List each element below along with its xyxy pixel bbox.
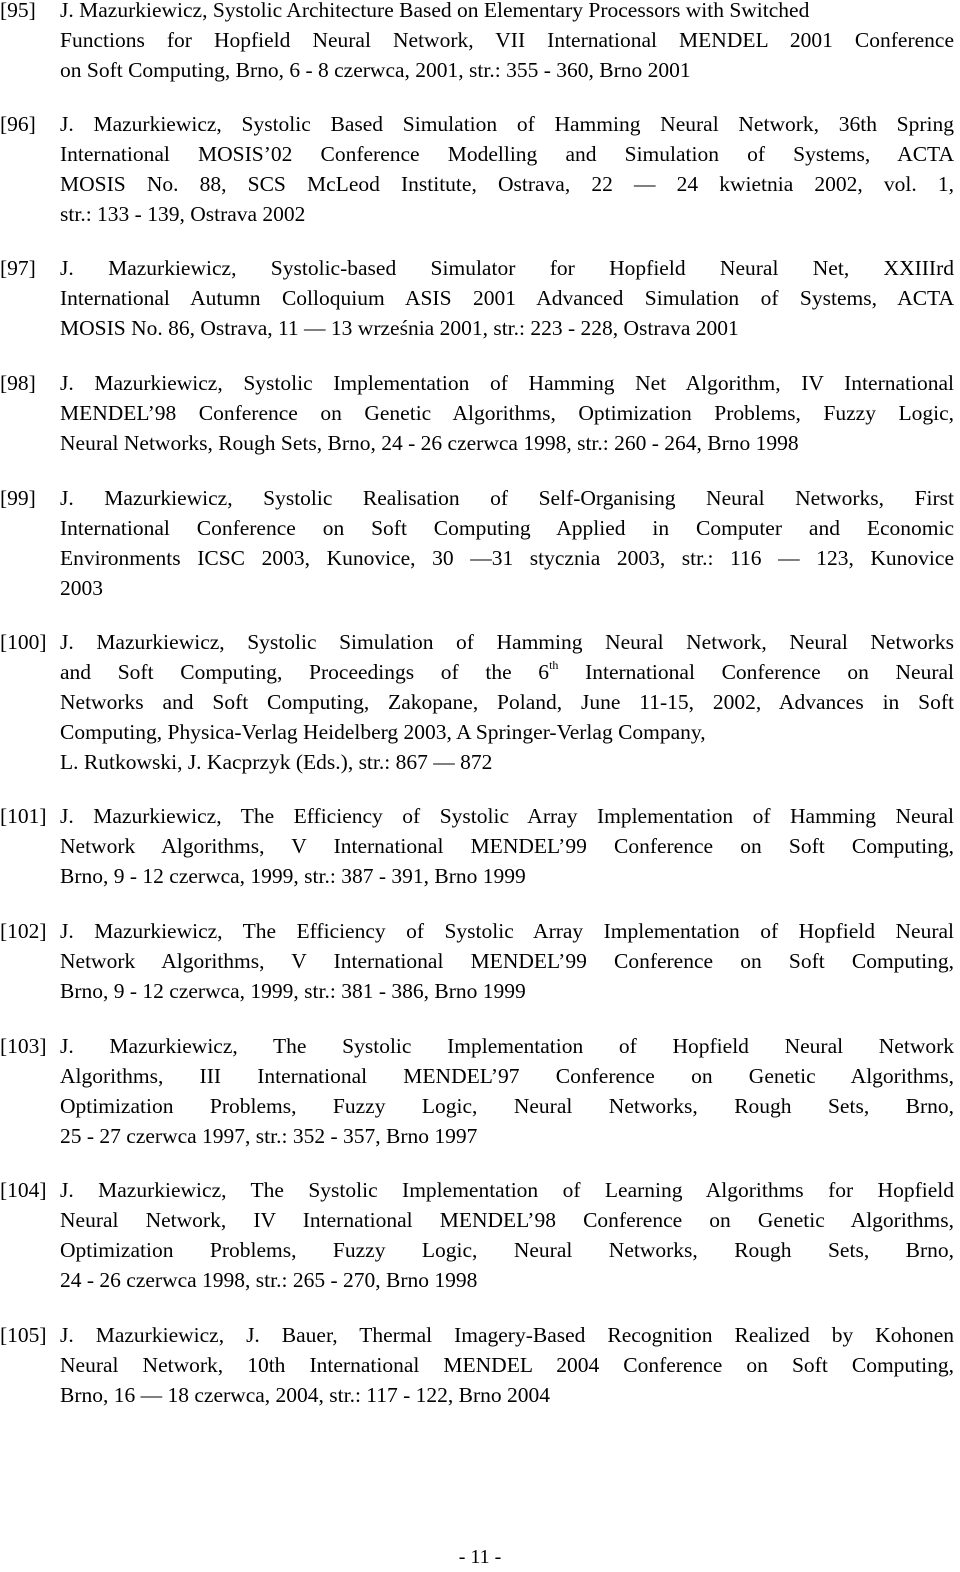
reference-line <box>60 658 954 688</box>
reference-line: J. Mazurkiewicz, Systolic Implementation of Hamming Net Algorithm, IV International <box>60 371 954 395</box>
reference-line: J. Mazurkiewicz, The Systolic Implementation of Learning Algorithms for Hopfield <box>60 1178 954 1202</box>
reference-line: Optimization Problems, Fuzzy Logic, Neural Networks, Rough Sets, Brno, <box>60 1094 954 1118</box>
reference-line: L. Rutkowski, J. Kacprzyk (Eds.), str.: 867 — 872 <box>60 750 493 774</box>
reference-line: J. Mazurkiewicz, Systolic Realisation of Self-Organising Neural Networks, First <box>60 486 954 510</box>
reference-line: Brno, 9 - 12 czerwca, 1999, str.: 387 - 391, Brno 1999 <box>60 864 526 888</box>
reference-number: [103] <box>0 1034 47 1058</box>
reference-line: Network Algorithms, V International MENDEL’99 Conference on Soft Computing, <box>60 834 954 858</box>
reference-line: Brno, 16 — 18 czerwca, 2004, str.: 117 - 122, Brno 2004 <box>60 1383 551 1407</box>
reference-line: Brno, 9 - 12 czerwca, 1999, str.: 381 - 386, Brno 1999 <box>60 979 526 1003</box>
ordinal-suffix: th <box>549 657 559 672</box>
reference-number: [95] <box>0 0 36 22</box>
reference-line: Neural Network, IV International MENDEL’98 Conference on Genetic Algorithms, <box>60 1208 954 1232</box>
reference-line: Computing, Physica-Verlag Heidelberg 2003, A Springer-Verlag Company, <box>60 720 706 744</box>
reference-line: 2003 <box>60 576 103 600</box>
reference-number: [105] <box>0 1323 47 1347</box>
reference-line: International Conference on Soft Computing Applied in Computer and Economic <box>60 516 954 540</box>
reference-number: [100] <box>0 630 47 654</box>
reference-line: J. Mazurkiewicz, Systolic Simulation of Hamming Neural Network, Neural Networks <box>60 630 954 654</box>
reference-line: J. Mazurkiewicz, Systolic Based Simulation of Hamming Neural Network, 36th Spring <box>60 112 954 136</box>
reference-line: Functions for Hopfield Neural Network, VII International MENDEL 2001 Conference <box>60 28 954 52</box>
reference-line: 25 - 27 czerwca 1997, str.: 352 - 357, Brno 1997 <box>60 1124 478 1148</box>
reference-line: J. Mazurkiewicz, The Efficiency of Systolic Array Implementation of Hamming Neural <box>60 804 954 828</box>
reference-line-head: and Soft Computing, Proceedings of the 6 <box>60 660 550 684</box>
reference-line: International Autumn Colloquium ASIS 2001 Advanced Simulation of Systems, ACTA <box>60 286 954 310</box>
reference-line-tail: International Conference on Neural <box>585 660 955 684</box>
reference-line: Optimization Problems, Fuzzy Logic, Neural Networks, Rough Sets, Brno, <box>60 1238 954 1262</box>
reference-number: [99] <box>0 486 36 510</box>
reference-number: [98] <box>0 371 36 395</box>
reference-line: J. Mazurkiewicz, Systolic Architecture Based on Elementary Processors with Switched <box>60 0 810 22</box>
reference-line: on Soft Computing, Brno, 6 - 8 czerwca, 2001, str.: 355 - 360, Brno 2001 <box>60 58 691 82</box>
reference-number: [96] <box>0 112 36 136</box>
reference-line: 24 - 26 czerwca 1998, str.: 265 - 270, Brno 1998 <box>60 1268 478 1292</box>
reference-line: Neural Networks, Rough Sets, Brno, 24 - 26 czerwca 1998, str.: 260 - 264, Brno 1998 <box>60 431 799 455</box>
reference-line: str.: 133 - 139, Ostrava 2002 <box>60 202 306 226</box>
reference-line: J. Mazurkiewicz, Systolic-based Simulator for Hopfield Neural Net, XXIIIrd <box>60 256 954 280</box>
reference-line: J. Mazurkiewicz, J. Bauer, Thermal Imagery-Based Recognition Realized by Kohonen <box>60 1323 954 1347</box>
reference-line: MENDEL’98 Conference on Genetic Algorithms, Optimization Problems, Fuzzy Logic, <box>60 401 954 425</box>
reference-number: [102] <box>0 919 47 943</box>
reference-number: [97] <box>0 256 36 280</box>
reference-line: MOSIS No. 86, Ostrava, 11 — 13 września 2001, str.: 223 - 228, Ostrava 2001 <box>60 316 739 340</box>
reference-number: [104] <box>0 1178 47 1202</box>
reference-line: International MOSIS’02 Conference Modelling and Simulation of Systems, ACTA <box>60 142 954 166</box>
page-number: - 11 - <box>458 1546 502 1568</box>
reference-line: Environments ICSC 2003, Kunovice, 30 —31 stycznia 2003, str.: 116 — 123, Kunovice <box>60 546 954 570</box>
reference-line: Networks and Soft Computing, Zakopane, Poland, June 11-15, 2002, Advances in Soft <box>60 690 954 714</box>
reference-line: Neural Network, 10th International MENDEL 2004 Conference on Soft Computing, <box>60 1353 954 1377</box>
reference-line: Algorithms, III International MENDEL’97 Conference on Genetic Algorithms, <box>60 1064 954 1088</box>
reference-line: J. Mazurkiewicz, The Systolic Implementation of Hopfield Neural Network <box>60 1034 954 1058</box>
reference-line: Network Algorithms, V International MENDEL’99 Conference on Soft Computing, <box>60 949 954 973</box>
reference-line: J. Mazurkiewicz, The Efficiency of Systolic Array Implementation of Hopfield Neural <box>60 919 954 943</box>
reference-number: [101] <box>0 804 47 828</box>
reference-line: MOSIS No. 88, SCS McLeod Institute, Ostrava, 22 — 24 kwietnia 2002, vol. 1, <box>60 172 954 196</box>
